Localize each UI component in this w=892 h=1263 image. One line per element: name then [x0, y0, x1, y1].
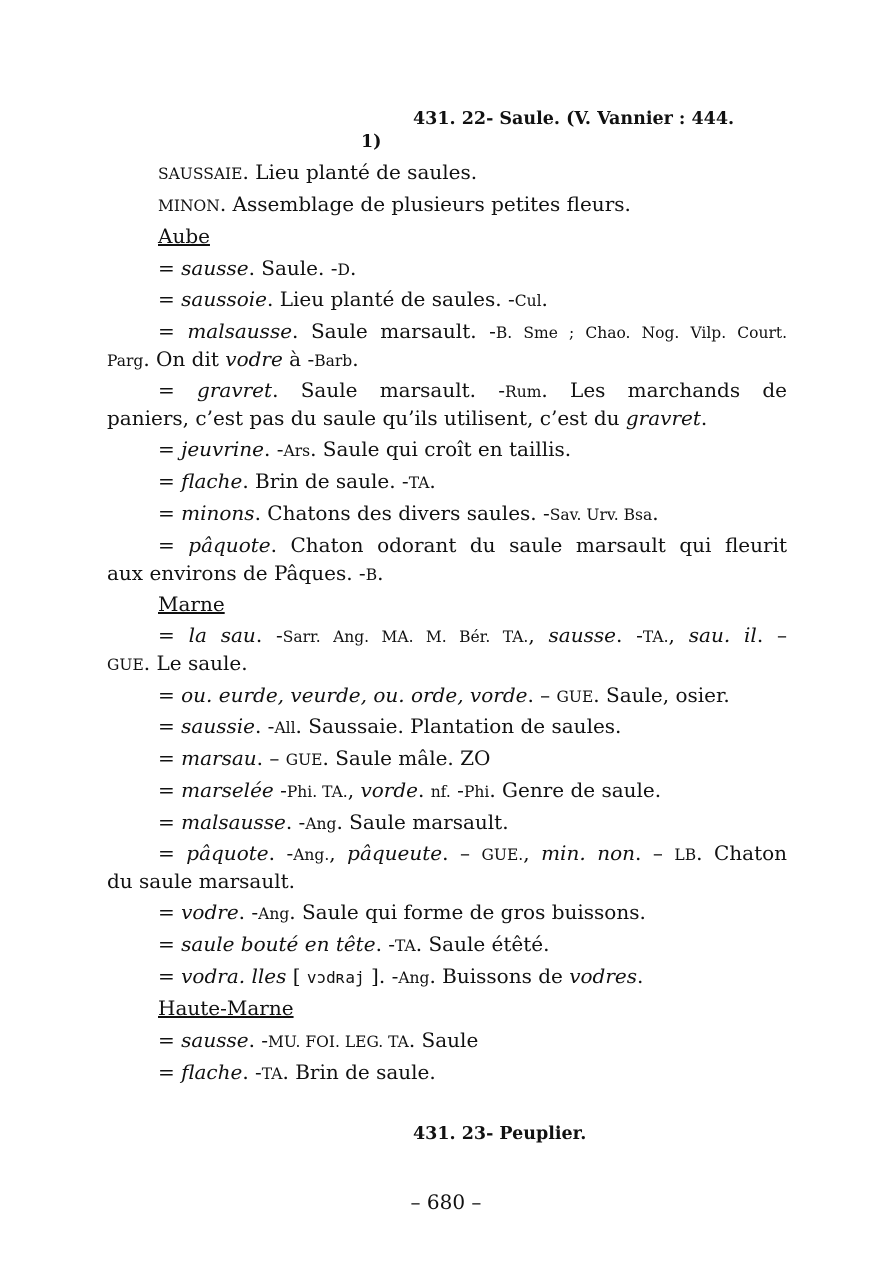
section-heading-peuplier: 431. 23- Peuplier. [413, 1124, 587, 1144]
page-number: – 680 – [410, 1190, 482, 1214]
aube-line-10: = pâquote. Chaton odorant du saule marsault qui fleurit [158, 533, 787, 557]
marne-line-11: = saule bouté en tête. -TA. Saule étêté. [158, 932, 550, 956]
aube-line-4: Parg. On dit vodre à -Barb. [107, 347, 359, 371]
entry-minon: MINON. Assemblage de plusieurs petites fleurs. [158, 192, 631, 216]
region-heading-haute-marne: Haute-Marne [158, 996, 294, 1020]
marne-line-4: = saussie. -All. Saussaie. Plantation de saules. [158, 714, 622, 738]
phonetic-transcription: vɔdʀaj [306, 968, 365, 987]
marne-line-6: = marselée -Phi. TA., vorde. nf. -Phi. Genre de saule. [158, 778, 662, 802]
aube-line-7: = jeuvrine. -Ars. Saule qui croît en taillis. [158, 437, 572, 461]
marne-line-1: = la sau. -Sarr. Ang. MA. M. Bér. TA., sausse. -TA., sau. il. – [158, 623, 788, 647]
marne-line-2: GUE. Le saule. [107, 651, 248, 675]
marne-line-9: du saule marsault. [107, 869, 296, 893]
entry-saussaie: SAUSSAIE. Lieu planté de saules. [158, 160, 478, 184]
haute-marne-line-2: = flache. -TA. Brin de saule. [158, 1060, 436, 1084]
aube-line-11: aux environs de Pâques. -B. [107, 561, 384, 585]
marne-line-5: = marsau. – GUE. Saule mâle. ZO [158, 746, 491, 770]
aube-line-6: paniers, c’est pas du saule qu’ils utilisent, c’est du gravret. [107, 406, 708, 430]
marne-line-10: = vodre. -Ang. Saule qui forme de gros buissons. [158, 900, 646, 924]
marne-line-12: = vodra. lles [ vɔdʀaj ]. -Ang. Buissons de vodres. [158, 964, 644, 988]
aube-line-5: = gravret. Saule marsault. -Rum. Les marchands de [158, 378, 787, 402]
aube-line-8: = flache. Brin de saule. -TA. [158, 469, 436, 493]
marne-line-8: = pâquote. -Ang., pâqueute. – GUE., min. non. – LB. Chaton [158, 841, 788, 865]
section-heading-saule-continuation: 1) [361, 132, 382, 152]
section-heading-saule: 431. 22- Saule. (V. Vannier : 444. [413, 109, 735, 129]
marne-line-3: = ou. eurde, veurde, ou. orde, vorde. – GUE. Saule, osier. [158, 683, 730, 707]
aube-line-3: = malsausse. Saule marsault. -B. Sme ; Chao. Nog. Vilp. Court. [158, 319, 788, 343]
aube-line-9: = minons. Chatons des divers saules. -Sav. Urv. Bsa. [158, 501, 659, 525]
marne-line-7: = malsausse. -Ang. Saule marsault. [158, 810, 509, 834]
region-heading-aube: Aube [158, 224, 210, 248]
haute-marne-line-1: = sausse. -MU. FOI. LEG. TA. Saule [158, 1028, 479, 1052]
region-heading-marne: Marne [158, 592, 225, 616]
aube-line-2: = saussoie. Lieu planté de saules. -Cul. [158, 287, 548, 311]
aube-line-1: = sausse. Saule. -D. [158, 256, 357, 280]
